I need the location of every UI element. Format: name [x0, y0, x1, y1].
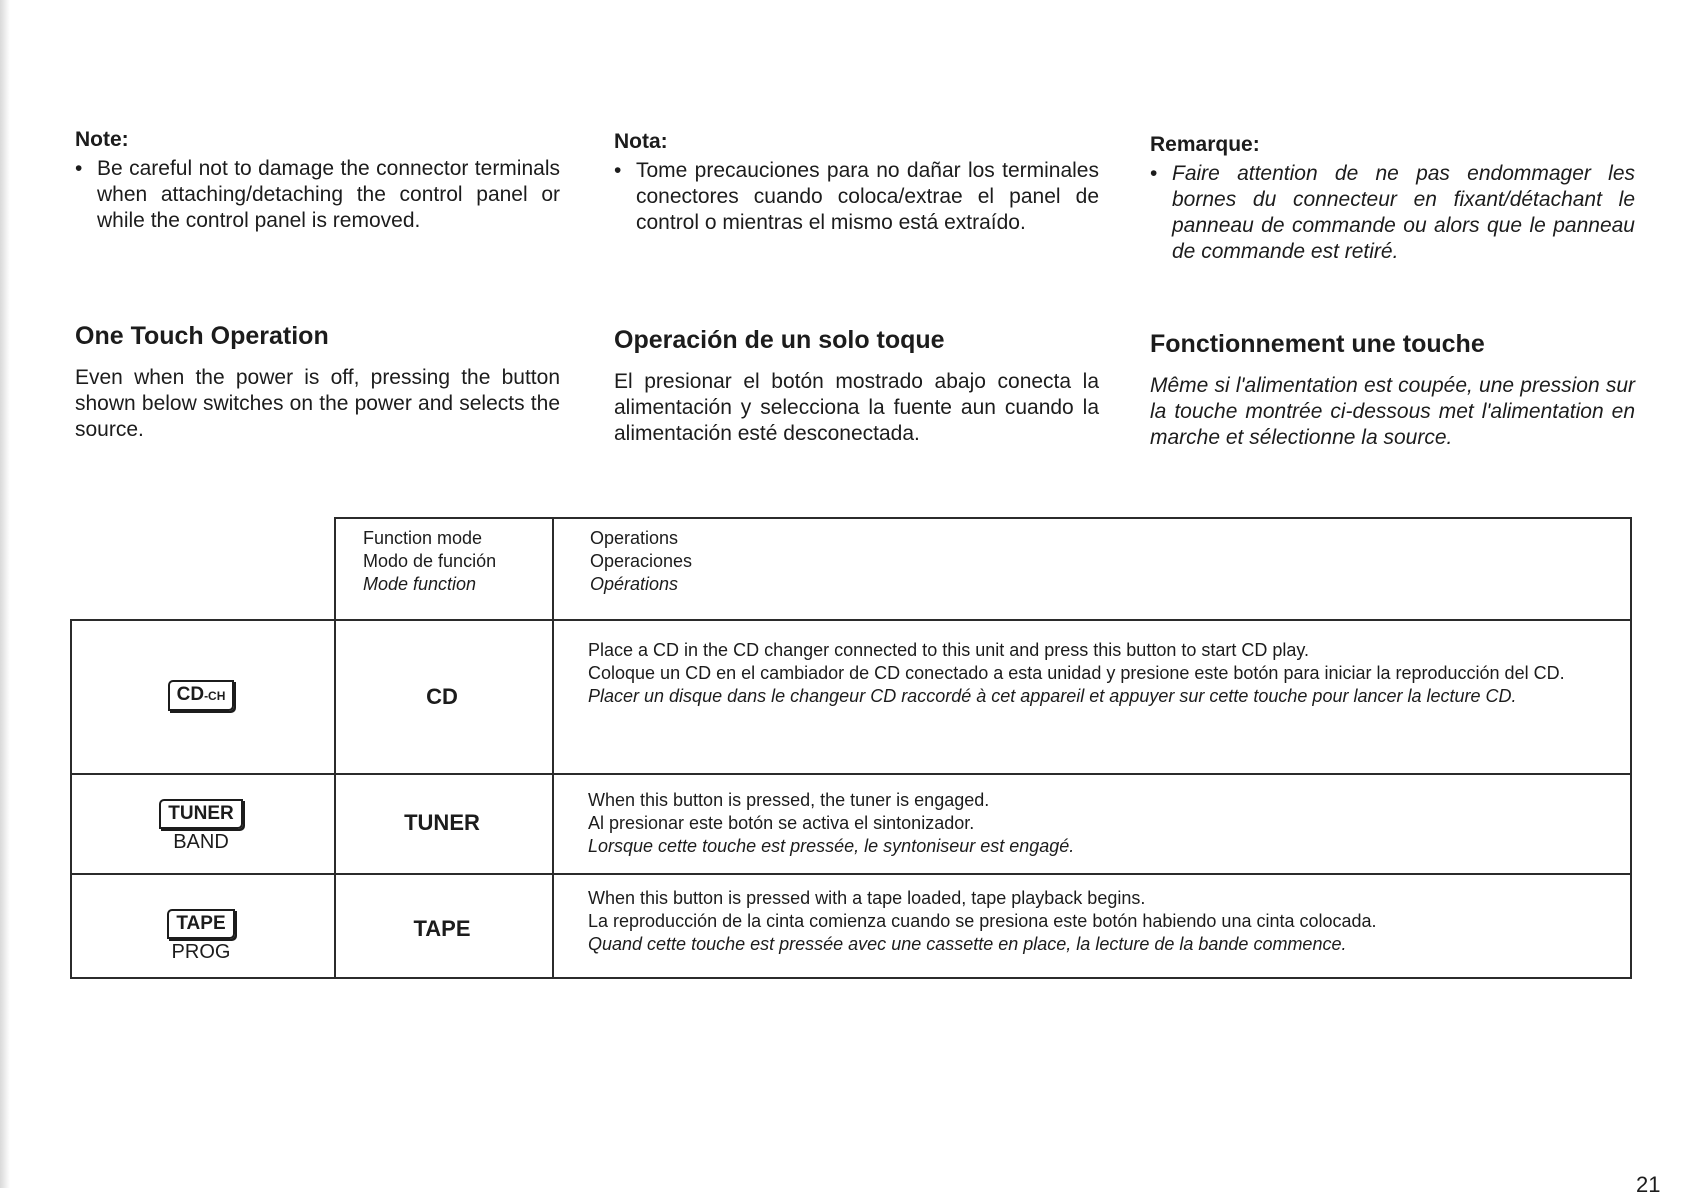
section-fr: [1150, 330, 1635, 451]
bullet-icon: •: [1150, 162, 1158, 185]
page-edge-shadow: [0, 0, 10, 1188]
function-tape: TAPE: [413, 916, 471, 941]
section-title-en: One Touch Operation: [75, 322, 329, 350]
page-number: 21: [1636, 1172, 1661, 1197]
tuner-key: TUNER: [159, 799, 242, 829]
operations-tape: When this button is pressed with a tape loaded, tape playback begins. La reproducción de la cinta comienza cuando se presiona este botón habiendo una cinta colocada. Quand cette touche est pressée avec une cassette en place, la lecture de la bande commence.: [588, 888, 1377, 954]
table-border-row2: [70, 873, 1632, 875]
tape-prog-button[interactable]: [70, 909, 332, 964]
note-title-en: Note:: [75, 128, 129, 151]
function-cd: CD: [426, 684, 458, 709]
note-en: [75, 128, 560, 234]
note-fr: [1150, 133, 1635, 265]
section-text-es: El presionar el botón mostrado abajo conecta la alimentación y selecciona la fuente aun cuando la alimentación esté desconectada.: [614, 370, 1099, 445]
header-function-mode: Function mode Modo de función Mode function: [363, 528, 497, 594]
table-border-bottom: [70, 977, 1632, 979]
table-border-top: [336, 517, 1632, 519]
note-text-en: • Be careful not to damage the connector terminals when attaching/detaching the control panel or while the control panel is removed.: [75, 157, 560, 232]
note-title-es: Nota:: [614, 130, 668, 153]
band-label: BAND: [173, 831, 229, 853]
table-border-row1: [70, 773, 1632, 775]
note-title-fr: Remarque:: [1150, 133, 1260, 156]
section-title-fr: Fonctionnement une touche: [1150, 330, 1485, 358]
note-es: [614, 130, 1099, 236]
bullet-icon: •: [614, 159, 622, 182]
section-text-fr: Même si l'alimentation est coupée, une pression sur la touche montrée ci-dessous met l'alimentation en marche et sélectionne la source.: [1150, 374, 1635, 449]
table-border-right: [1630, 517, 1632, 979]
note-text-es: • Tome precauciones para no dañar los terminales conectores cuando coloca/extrae el panel de control o mientras el mismo está extraído.: [614, 159, 1099, 234]
one-touch-table: [70, 517, 1632, 979]
section-es: [614, 326, 1099, 447]
operations-cd: Place a CD in the CD changer connected to this unit and press this button to start CD play. Coloque un CD en el cambiador de CD conectado a esta unidad y presione este botón para iniciar la reproducción del CD. Placer un disque dans le changeur CD raccordé à cet appareil et appuyer sur cette touche pour lancer la lecture CD.: [588, 640, 1565, 706]
header-operations: Operations Operaciones Opérations: [590, 528, 693, 594]
prog-label: PROG: [171, 941, 231, 963]
section-text-en: Even when the power is off, pressing the button shown below switches on the power and selects the source.: [75, 366, 560, 441]
note-text-fr: • Faire attention de ne pas endommager les bornes du connecteur en fixant/détachant le panneau de commande ou alors que le panneau de commande est retiré.: [1150, 162, 1635, 263]
section-title-es: Operación de un solo toque: [614, 326, 945, 354]
table-border-header: [70, 619, 1632, 621]
cd-ch-key: CD-CH: [168, 680, 235, 711]
bullet-icon: •: [75, 157, 83, 180]
table-border-col1: [334, 517, 336, 979]
tuner-band-button[interactable]: [70, 799, 332, 854]
operations-tuner: When this button is pressed, the tuner is engaged. Al presionar este botón se activa el sintonizador. Lorsque cette touche est pressée, le syntoniseur est engagé.: [588, 790, 1075, 856]
section-en: [75, 322, 560, 443]
tape-key: TAPE: [167, 909, 234, 939]
function-tuner: TUNER: [404, 810, 480, 835]
cd-ch-button[interactable]: [70, 680, 332, 711]
